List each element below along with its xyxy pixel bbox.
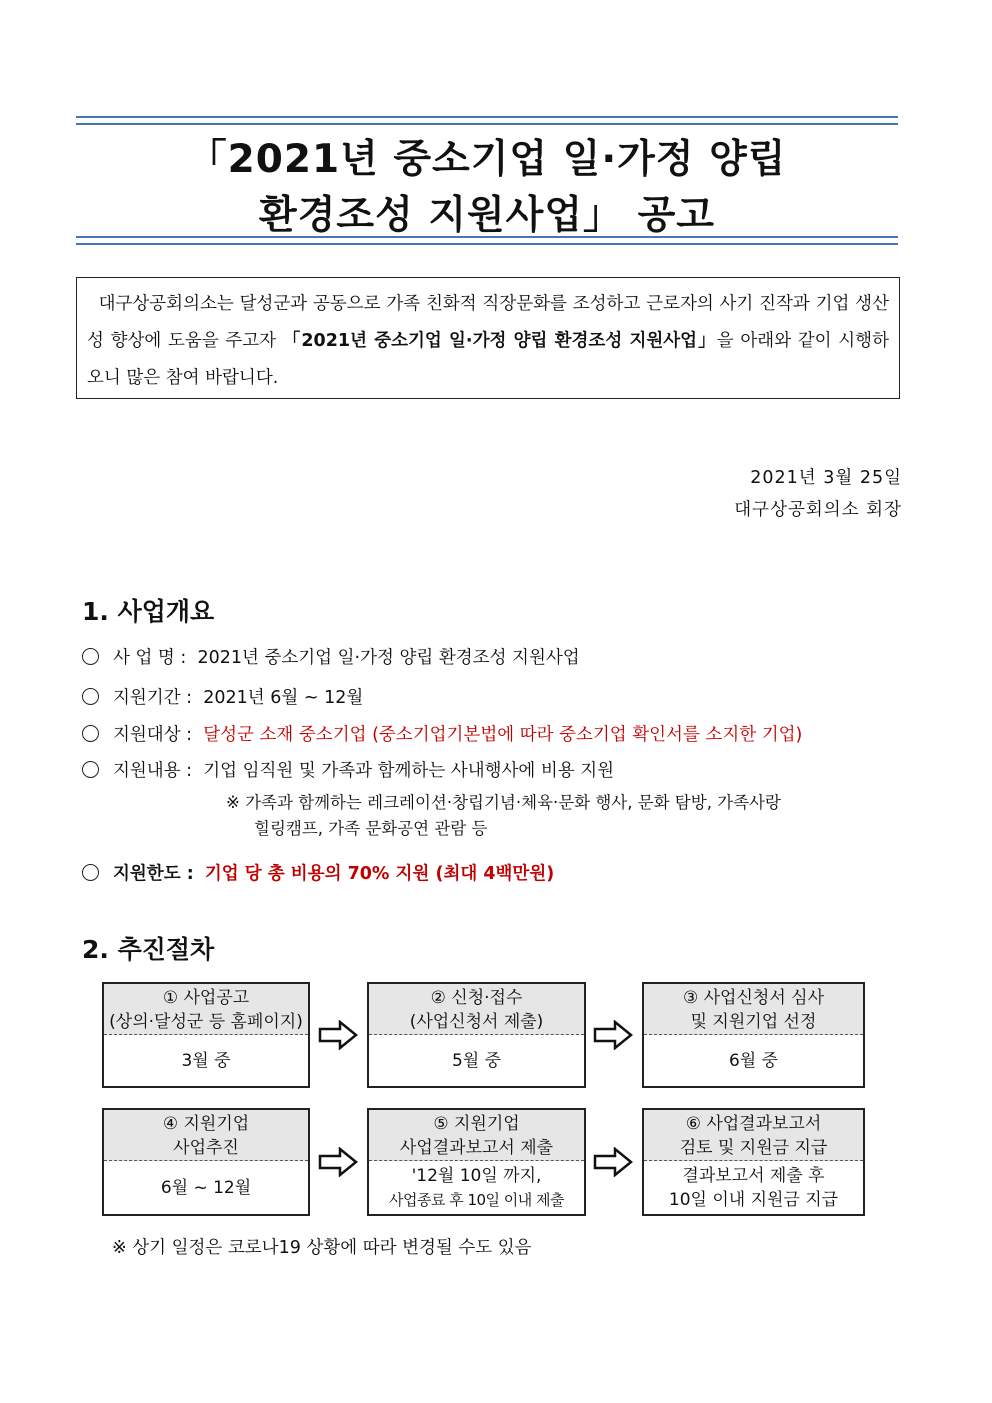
- item-label: 지원내용 :: [113, 761, 193, 781]
- circle-bullet-icon: [82, 864, 99, 881]
- arrow-right-icon: [318, 1147, 358, 1177]
- step-box-2: [367, 982, 586, 1088]
- list-item-content: [82, 757, 614, 782]
- step-title: ① 사업공고: [162, 988, 250, 1008]
- section1-heading: 1. 사업개요: [82, 597, 215, 626]
- step-title: ⑤ 지원기업: [433, 1114, 520, 1134]
- item-label: 사 업 명 :: [113, 648, 187, 668]
- circle-bullet-icon: [82, 688, 99, 705]
- list-item-period: [82, 684, 363, 709]
- step-period-detail: 사업종료 후 10일 이내 제출: [388, 1191, 565, 1209]
- step-box-1: [102, 982, 310, 1088]
- step-period: 6월 중: [728, 1051, 779, 1071]
- item-value: 2021년 중소기업 일·가정 양립 환경조성 지원사업: [197, 648, 580, 668]
- intro-text-part2: 을 아래와 같이 시행하오니 많은 참여 바랍니다.: [87, 331, 889, 388]
- step-period: 3월 중: [181, 1051, 231, 1071]
- list-item-target: [82, 721, 802, 746]
- circle-bullet-icon: [82, 761, 99, 778]
- step-box-4: [102, 1108, 310, 1216]
- step-period: '12월 10일 까지,: [411, 1166, 542, 1186]
- step-subtitle: 및 지원기업 선정: [690, 1012, 817, 1032]
- item-label: 지원대상 :: [113, 725, 193, 745]
- intro-text-part1: 대구상공회의소는 달성군과 공동으로 가족 친화적 직장문화를 조성하고 근로자의 사기 진작과 기업 생산성 향상에 도움을 주고자: [87, 294, 889, 351]
- schedule-footnote: ※ 상기 일정은 코로나19 상황에 따라 변경될 수도 있음: [112, 1238, 532, 1258]
- step-period-detail: 10일 이내 지원금 지급: [668, 1190, 839, 1210]
- page-title-line1: 「2021년 중소기업 일·가정 양립: [187, 137, 787, 182]
- content-note-line2: 힐링캠프, 가족 문화공연 관람 등: [254, 819, 488, 838]
- section2-heading: 2. 추진절차: [82, 935, 215, 964]
- circle-bullet-icon: [82, 648, 99, 665]
- item-value: 기업 당 총 비용의 70% 지원 (최대 4백만원): [204, 864, 555, 884]
- item-value: 2021년 6월 ~ 12월: [203, 688, 364, 708]
- intro-box: [76, 277, 900, 399]
- list-item-project-name: [82, 644, 580, 669]
- intro-text-bold: 「2021년 중소기업 일·가정 양립 환경조성 지원사업」: [282, 331, 717, 351]
- announce-date: 2021년 3월 25일: [750, 468, 902, 488]
- step-box-5: [367, 1108, 586, 1216]
- step-title: ② 신청·접수: [430, 988, 523, 1008]
- item-label: 지원한도 :: [113, 864, 194, 884]
- title-bottom-rule: [76, 236, 898, 245]
- arrow-right-icon: [593, 1147, 633, 1177]
- step-subtitle: 사업추진: [173, 1138, 239, 1158]
- step-title: ③ 사업신청서 심사: [682, 988, 824, 1008]
- item-label: 지원기간 :: [113, 688, 193, 708]
- step-title: ④ 지원기업: [162, 1114, 250, 1134]
- list-item-limit: [82, 860, 554, 885]
- page-title-line2: 환경조성 지원사업」 공고: [259, 193, 715, 238]
- step-period: 5월 중: [451, 1051, 502, 1071]
- step-subtitle: 검토 및 지원금 지급: [679, 1138, 828, 1158]
- step-title: ⑥ 사업결과보고서: [685, 1114, 822, 1134]
- step-subtitle: (사업신청서 제출): [409, 1012, 544, 1032]
- circle-bullet-icon: [82, 725, 99, 742]
- announcer: 대구상공회의소 회장: [734, 500, 902, 520]
- step-period: 6월 ~ 12월: [160, 1178, 252, 1198]
- content-note-line1: ※ 가족과 함께하는 레크레이션·창립기념·체육·문화 행사, 문화 탐방, 가족사랑: [226, 793, 781, 812]
- step-period: 결과보고서 제출 후: [682, 1166, 825, 1186]
- arrow-right-icon: [318, 1020, 358, 1050]
- step-subtitle: 사업결과보고서 제출: [399, 1138, 554, 1158]
- step-box-3: [642, 982, 865, 1088]
- step-subtitle: (상의·달성군 등 홈페이지): [109, 1012, 303, 1032]
- arrow-right-icon: [593, 1020, 633, 1050]
- item-value: 달성군 소재 중소기업 (중소기업기본법에 따라 중소기업 확인서를 소지한 기업): [203, 725, 803, 745]
- title-top-rule: [76, 116, 898, 125]
- item-value: 기업 임직원 및 가족과 함께하는 사내행사에 비용 지원: [203, 761, 615, 781]
- step-box-6: [642, 1108, 865, 1216]
